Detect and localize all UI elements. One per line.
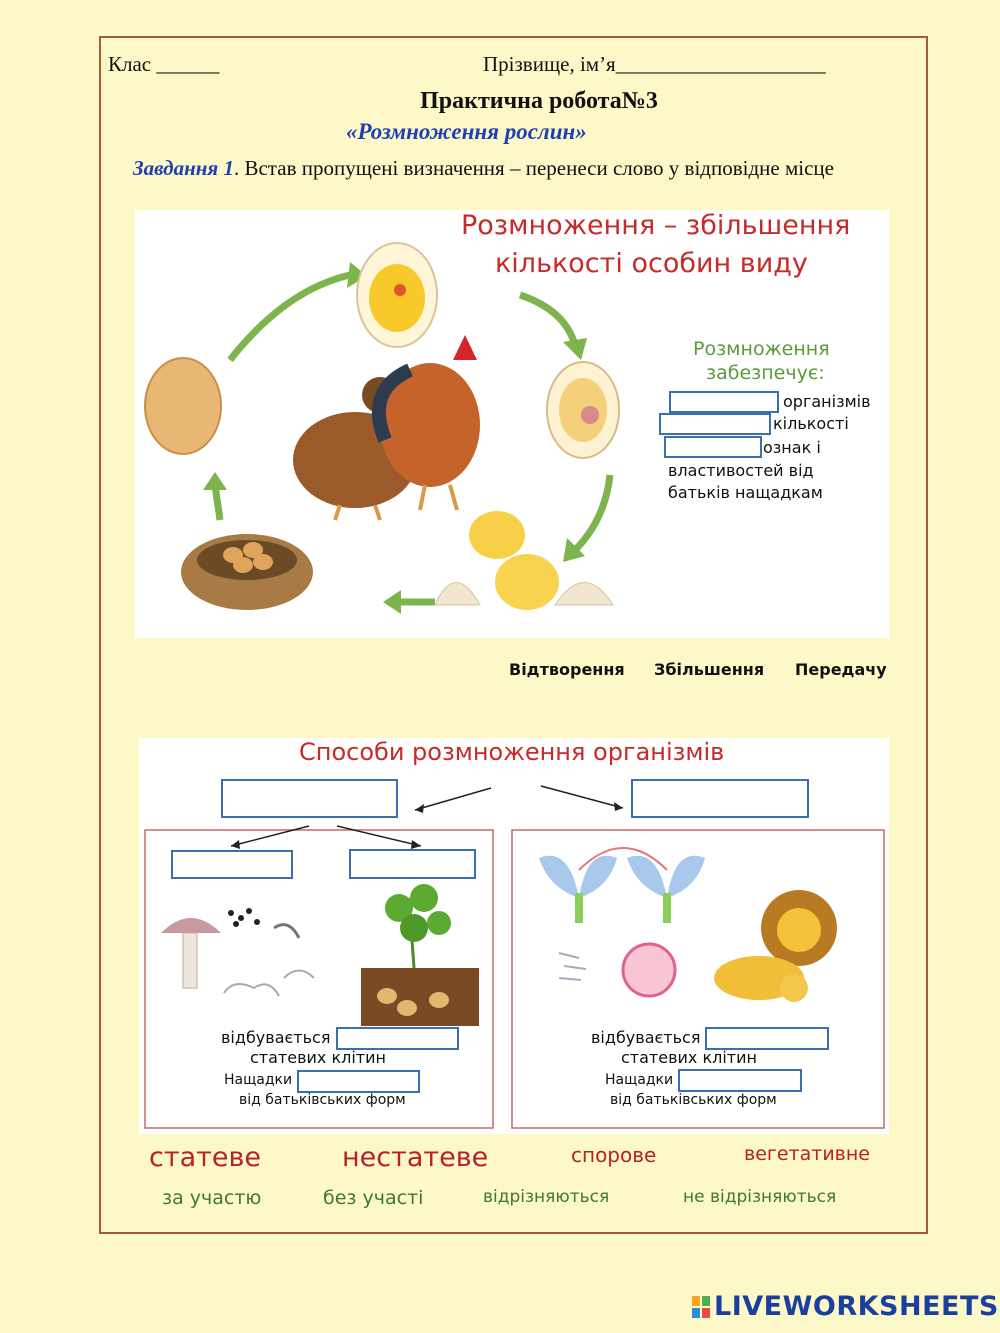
blank-left-offspring-dropzone[interactable]	[297, 1070, 420, 1093]
blank-quantity-dropzone[interactable]	[659, 413, 771, 435]
liveworksheets-logo-text: LIVEWORKSHEETS	[714, 1291, 999, 1322]
word-with-participation[interactable]: за участю	[162, 1187, 262, 1209]
word-increase[interactable]: Збільшення	[654, 660, 765, 679]
rooster-comb-icon	[453, 335, 477, 360]
cycle-arrow-head-icon	[563, 338, 587, 360]
chick-embryo-icon	[581, 406, 599, 424]
ovum-icon	[623, 944, 675, 996]
blank-asexual-type-right-dropzone[interactable]	[349, 849, 476, 879]
class-field-label: Клас ______	[108, 52, 220, 76]
page-subtitle: «Розмноження рослин»	[346, 119, 587, 144]
chick-icon	[469, 511, 525, 559]
lion-cub-icon	[780, 974, 808, 1002]
mycelium-icon	[284, 971, 314, 979]
word-asexual[interactable]: нестатеве	[342, 1142, 489, 1173]
cycle-arrow-icon	[575, 475, 610, 550]
blank-right-participation-dropzone[interactable]	[705, 1027, 829, 1050]
figure1-heading-line2: кількості особин виду	[495, 248, 808, 279]
traits-text: ознак і	[763, 438, 821, 457]
right-from-parents-text: від батьківських форм	[610, 1092, 777, 1108]
word-differ[interactable]: відрізняються	[483, 1187, 610, 1207]
embryo-icon	[394, 284, 406, 296]
right-occurs-text: відбувається	[591, 1028, 701, 1047]
task-1-instruction	[133, 155, 913, 182]
reproduction-figure	[135, 210, 889, 638]
task-1-label: Завдання 1	[133, 156, 234, 180]
left-occurs-text: відбувається	[221, 1028, 331, 1047]
chick-icon	[495, 554, 559, 610]
hypha-icon	[274, 925, 299, 938]
left-offspring-text: Нащадки	[224, 1072, 293, 1088]
traits-text-line3: батьків нащадкам	[668, 483, 823, 502]
cycle-arrow-icon	[215, 485, 220, 520]
egg-icon	[145, 358, 221, 454]
cycle-arrow-icon	[230, 275, 350, 360]
right-sex-cells-text: статевих клітин	[621, 1048, 757, 1067]
word-reproduction[interactable]: Відтворення	[509, 660, 625, 679]
task-1-text: . Встав пропущені визначення – перенеси слово у відповідне місце	[233, 156, 834, 180]
word-do-not-differ[interactable]: не відрізняються	[683, 1187, 837, 1207]
cycle-arrow-head-icon	[203, 472, 227, 490]
blank-method-right-dropzone[interactable]	[631, 779, 809, 818]
provides-heading-line1: Розмноження	[693, 338, 830, 360]
page-title: Практична робота№3	[420, 88, 658, 114]
mycelium-icon	[224, 984, 279, 996]
left-from-parents-text: від батьківських форм	[239, 1092, 406, 1108]
cycle-arrow-icon	[520, 295, 575, 345]
word-sexual[interactable]: статеве	[149, 1142, 261, 1173]
flower-icon	[539, 856, 579, 898]
word-transfer[interactable]: Передачу	[795, 660, 887, 679]
yolk-icon	[369, 264, 425, 332]
word-spore[interactable]: спорове	[571, 1143, 657, 1167]
name-field-label: Прізвище, ім’я____________________	[483, 52, 826, 76]
traits-text-line2: властивостей від	[668, 461, 814, 480]
figure1-heading-line1: Розмноження – збільшення	[461, 210, 851, 241]
right-offspring-text: Нащадки	[605, 1072, 674, 1088]
word-vegetative[interactable]: вегетативне	[744, 1143, 870, 1165]
flower-icon	[627, 856, 667, 898]
provides-heading-line2: забезпечує:	[706, 362, 825, 384]
organisms-text: організмів	[783, 392, 871, 411]
blank-left-participation-dropzone[interactable]	[336, 1027, 459, 1050]
blank-right-offspring-dropzone[interactable]	[678, 1069, 802, 1092]
left-sex-cells-text: статевих клітин	[250, 1048, 386, 1067]
figure2-heading: Способи розмноження організмів	[299, 738, 725, 766]
blank-organisms-dropzone[interactable]	[669, 391, 779, 413]
quantity-text: кількості	[773, 414, 849, 433]
methods-figure	[139, 738, 889, 1134]
liveworksheets-logo-icon	[692, 1296, 710, 1318]
liveworksheets-logo	[692, 1291, 999, 1322]
blank-traits-dropzone[interactable]	[664, 436, 762, 458]
cycle-arrow-head-icon	[383, 590, 401, 614]
eggshell-icon	[435, 583, 480, 606]
eggshell-icon	[555, 583, 613, 606]
word-without-participation[interactable]: без участі	[323, 1187, 424, 1209]
blank-method-left-dropzone[interactable]	[221, 779, 398, 818]
mushroom-icon	[161, 918, 221, 933]
blank-asexual-type-left-dropzone[interactable]	[171, 850, 293, 879]
